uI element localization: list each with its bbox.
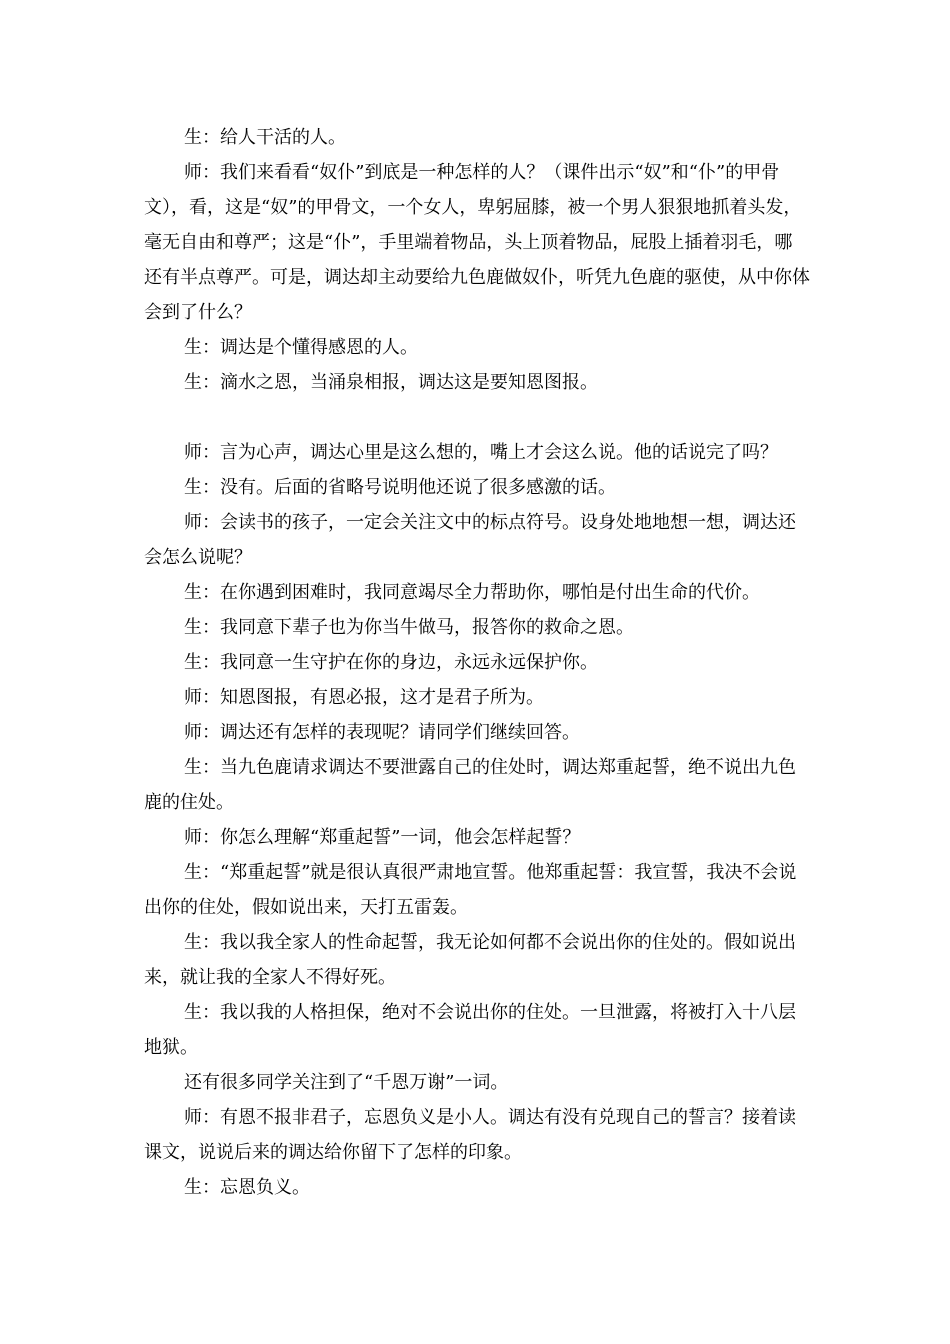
paragraph-2: 师：我们来看看“奴仆”到底是一种怎样的人？（课件出示“奴”和“仆”的甲骨文），看，这是“奴”的甲骨文，一个女人，卑躬屈膝，被一个男人狠狠地抓着头发，毫无自由和尊严；这是“仆”，手里端着物品，头上顶着物品，屁股上插着羽毛，哪还有半点尊严。可是，调达却主动要给九色鹿做奴仆，听凭九色鹿的驱使，从中你体会到了什么？ [144,162,810,323]
document-body [144,120,810,1205]
paragraph-18: 还有很多同学关注到了“千恩万谢”一词。 [184,1072,509,1093]
paragraph-17: 生：我以我的人格担保，绝对不会说出你的住处。一旦泄露，将被打入十八层地狱。 [144,1002,796,1058]
paragraph-5: 师：言为心声，调达心里是这么想的，嘴上才会这么说。他的话说完了吗？ [184,442,778,463]
paragraph-14: 师：你怎么理解“郑重起誓”一词，他会怎样起誓？ [184,827,581,848]
paragraph-13: 生：当九色鹿请求调达不要泄露自己的住处时，调达郑重起誓，绝不说出九色鹿的住处。 [144,757,796,813]
paragraph-spacer [144,400,810,435]
paragraph-6: 生：没有。后面的省略号说明他还说了很多感激的话。 [184,477,616,498]
paragraph-1: 生：给人干活的人。 [184,127,346,148]
paragraph-4: 生：滴水之恩，当涌泉相报，调达这是要知恩图报。 [184,372,598,393]
paragraph-16: 生：我以我全家人的性命起誓，我无论如何都不会说出你的住处的。假如说出来，就让我的全家人不得好死。 [144,932,796,988]
paragraph-8: 生：在你遇到困难时，我同意竭尽全力帮助你，哪怕是付出生命的代价。 [184,582,760,603]
paragraph-9: 生：我同意下辈子也为你当牛做马，报答你的救命之恩。 [184,617,634,638]
paragraph-15: 生：“郑重起誓”就是很认真很严肃地宣誓。他郑重起誓：我宣誓，我决不会说出你的住处，假如说出来，天打五雷轰。 [144,862,797,918]
paragraph-3: 生：调达是个懂得感恩的人。 [184,337,418,358]
paragraph-10: 生：我同意一生守护在你的身边，永远永远保护你。 [184,652,598,673]
paragraph-11: 师：知恩图报，有恩必报，这才是君子所为。 [184,687,544,708]
paragraph-12: 师：调达还有怎样的表现呢？请同学们继续回答。 [184,722,580,743]
paragraph-19: 师：有恩不报非君子，忘恩负义是小人。调达有没有兑现自己的誓言？接着读课文，说说后来的调达给你留下了怎样的印象。 [144,1107,796,1163]
paragraph-20: 生：忘恩负义。 [184,1177,310,1198]
paragraph-7: 师：会读书的孩子，一定会关注文中的标点符号。设身处地地想一想，调达还会怎么说呢？ [144,512,796,568]
